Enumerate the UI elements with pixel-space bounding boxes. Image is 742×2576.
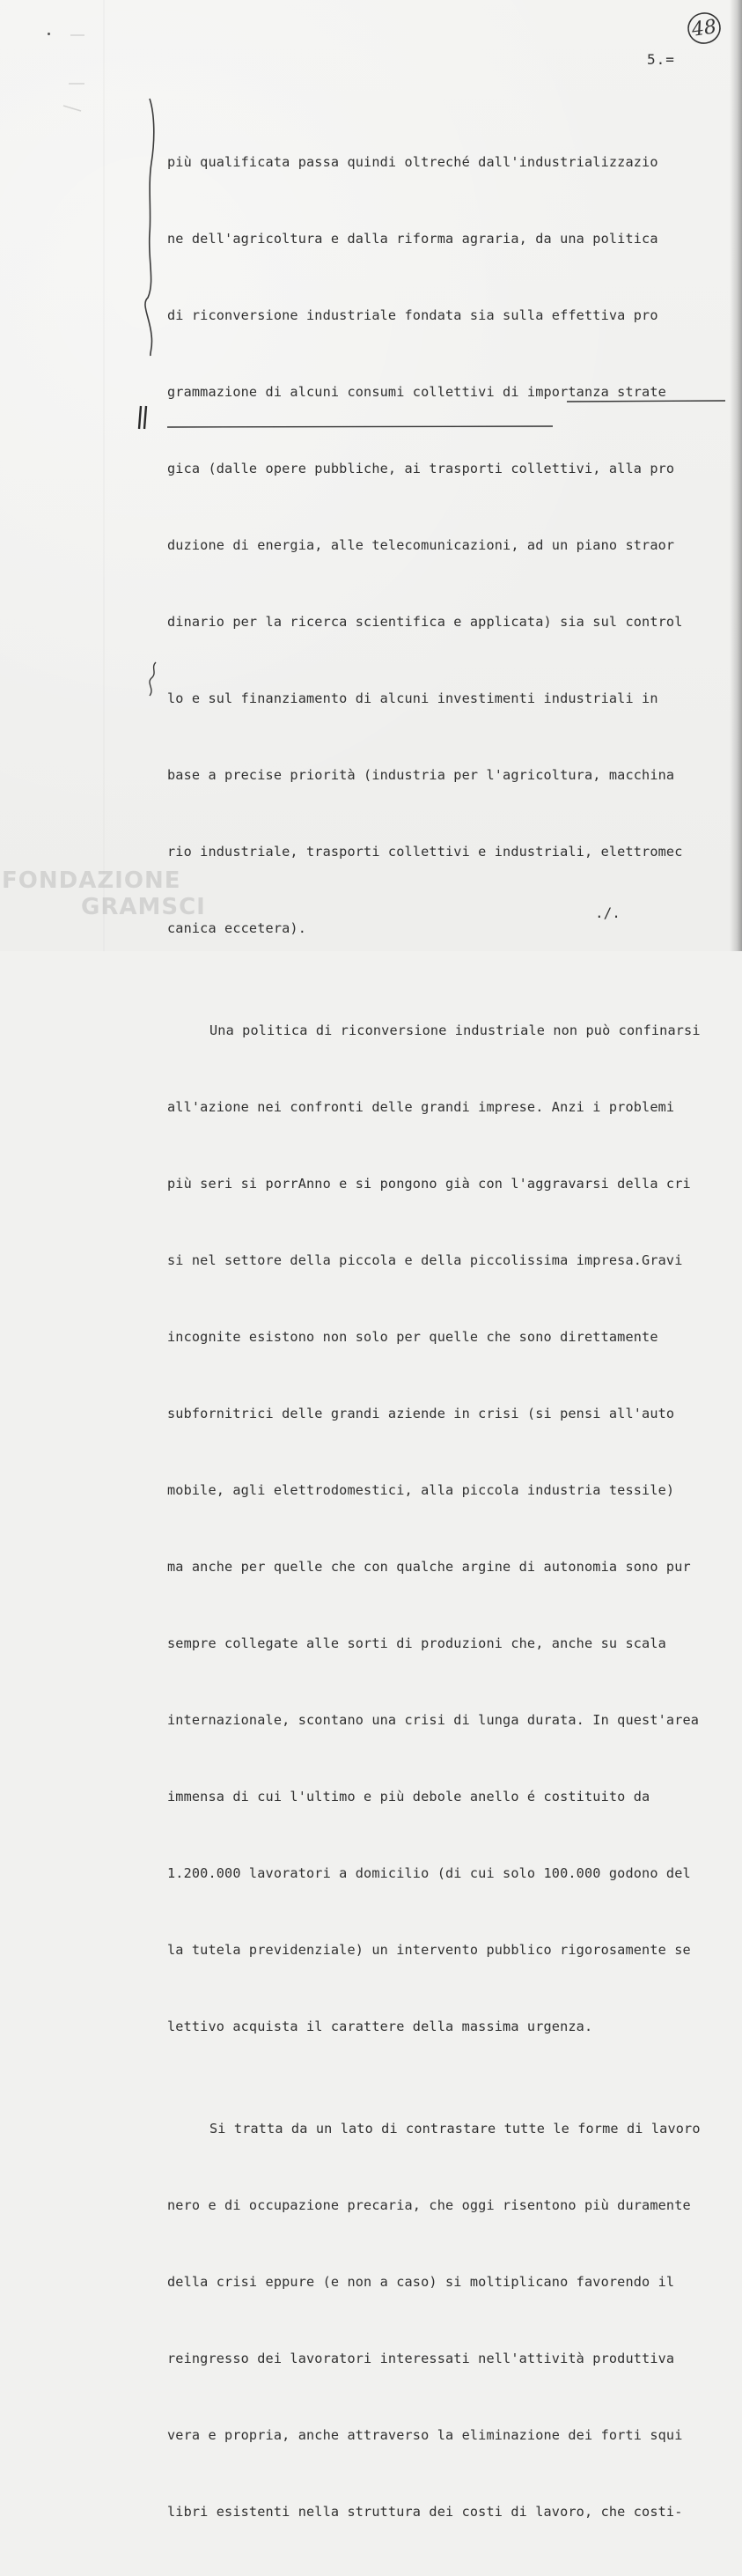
text-line: dinario per la ricerca scientifica e applicata) sia sul control [167,614,683,630]
text-line: libri esistenti nella struttura dei costi di lavoro, che costi- [167,2504,683,2520]
text-line: 1.200.000 lavoratori a domicilio (di cui solo 100.000 godono del [167,1865,691,1881]
squiggle-mark [150,662,156,696]
text-line: più qualificata passa quindi oltreché dall'industrializzazio [167,154,658,170]
text-line: immensa di cui l'ultimo e più debole anello é costituito da [167,1789,650,1805]
text-line: della crisi eppure (e non a caso) si moltiplicano favorendo il [167,2274,675,2290]
text-line: lo e sul finanziamento di alcuni investimenti industriali in [167,690,658,706]
double-bar-mark [139,406,141,429]
folio-number: 48 [690,16,718,41]
page-number: 5.= [647,51,675,68]
text-line: internazionale, scontano una crisi di lunga durata. In quest'area [167,1712,700,1728]
archive-watermark [0,867,206,929]
watermark-line: FONDAZIONE [2,867,181,894]
text-line: di riconversione industriale fondata sia sulla effettiva pro [167,307,658,323]
body-text [167,99,731,2576]
watermark-line: GRAMSCI [81,894,206,920]
text-line: rio industriale, trasporti collettivi e industriali, elettromec [167,844,683,860]
text-line: ne dell'agricoltura e dalla riforma agraria, da una politica [167,231,658,247]
continuation-mark: ./. [595,904,621,921]
text-line: all'azione nei confronti delle grandi imprese. Anzi i problemi [167,1099,675,1115]
text-line: vera e propria, anche attraverso la eliminazione dei forti squi [167,2427,683,2443]
page-edge-shadow [730,0,742,951]
text-line: grammazione di alcuni consumi collettivi di importanza strate [167,384,666,400]
text-line: canica eccetera). [167,920,306,936]
text-line: incognite esistono non solo per quelle che sono direttamente [167,1329,658,1345]
text-line: si nel settore della piccola e della piccolissima impresa.Gravi [167,1252,683,1268]
ink-speck [48,33,50,35]
text-line: subfornitrici delle grandi aziende in crisi (si pensi all'auto [167,1406,675,1421]
text-line: lettivo acquista il carattere della massima urgenza. [167,2019,593,2034]
double-bar-mark [144,406,146,429]
text-line: ma anche per quelle che con qualche argine di autonomia sono pur [167,1559,691,1575]
text-line: mobile, agli elettrodomestici, alla piccola industria tessile) [167,1482,675,1498]
text-line: gica (dalle opere pubbliche, ai trasporti collettivi, alla pro [167,461,675,476]
text-line: più seri si porrAnno e si pongono già con l'aggravarsi della cri [167,1176,691,1192]
text-line: duzione di energia, alle telecomunicazioni, ad un piano straor [167,537,675,553]
text-line: Una politica di riconversione industriale non può confinarsi [209,1022,701,1038]
binding-hole-mark [63,35,84,111]
text-line: base a precise priorità (industria per l'agricoltura, macchina [167,767,675,783]
text-line: reingresso dei lavoratori interessati nell'attività produttiva [167,2351,675,2366]
text-line: nero e di occupazione precaria, che oggi risentono più duramente [167,2197,691,2213]
text-line: Si tratta da un lato di contrastare tutte le forme di lavoro [209,2121,701,2137]
text-line: la tutela previdenziale) un intervento pubblico rigorosamente se [167,1942,691,1958]
margin-bracket-mark [145,99,154,356]
text-line: sempre collegate alle sorti di produzioni che, anche su scala [167,1635,666,1651]
